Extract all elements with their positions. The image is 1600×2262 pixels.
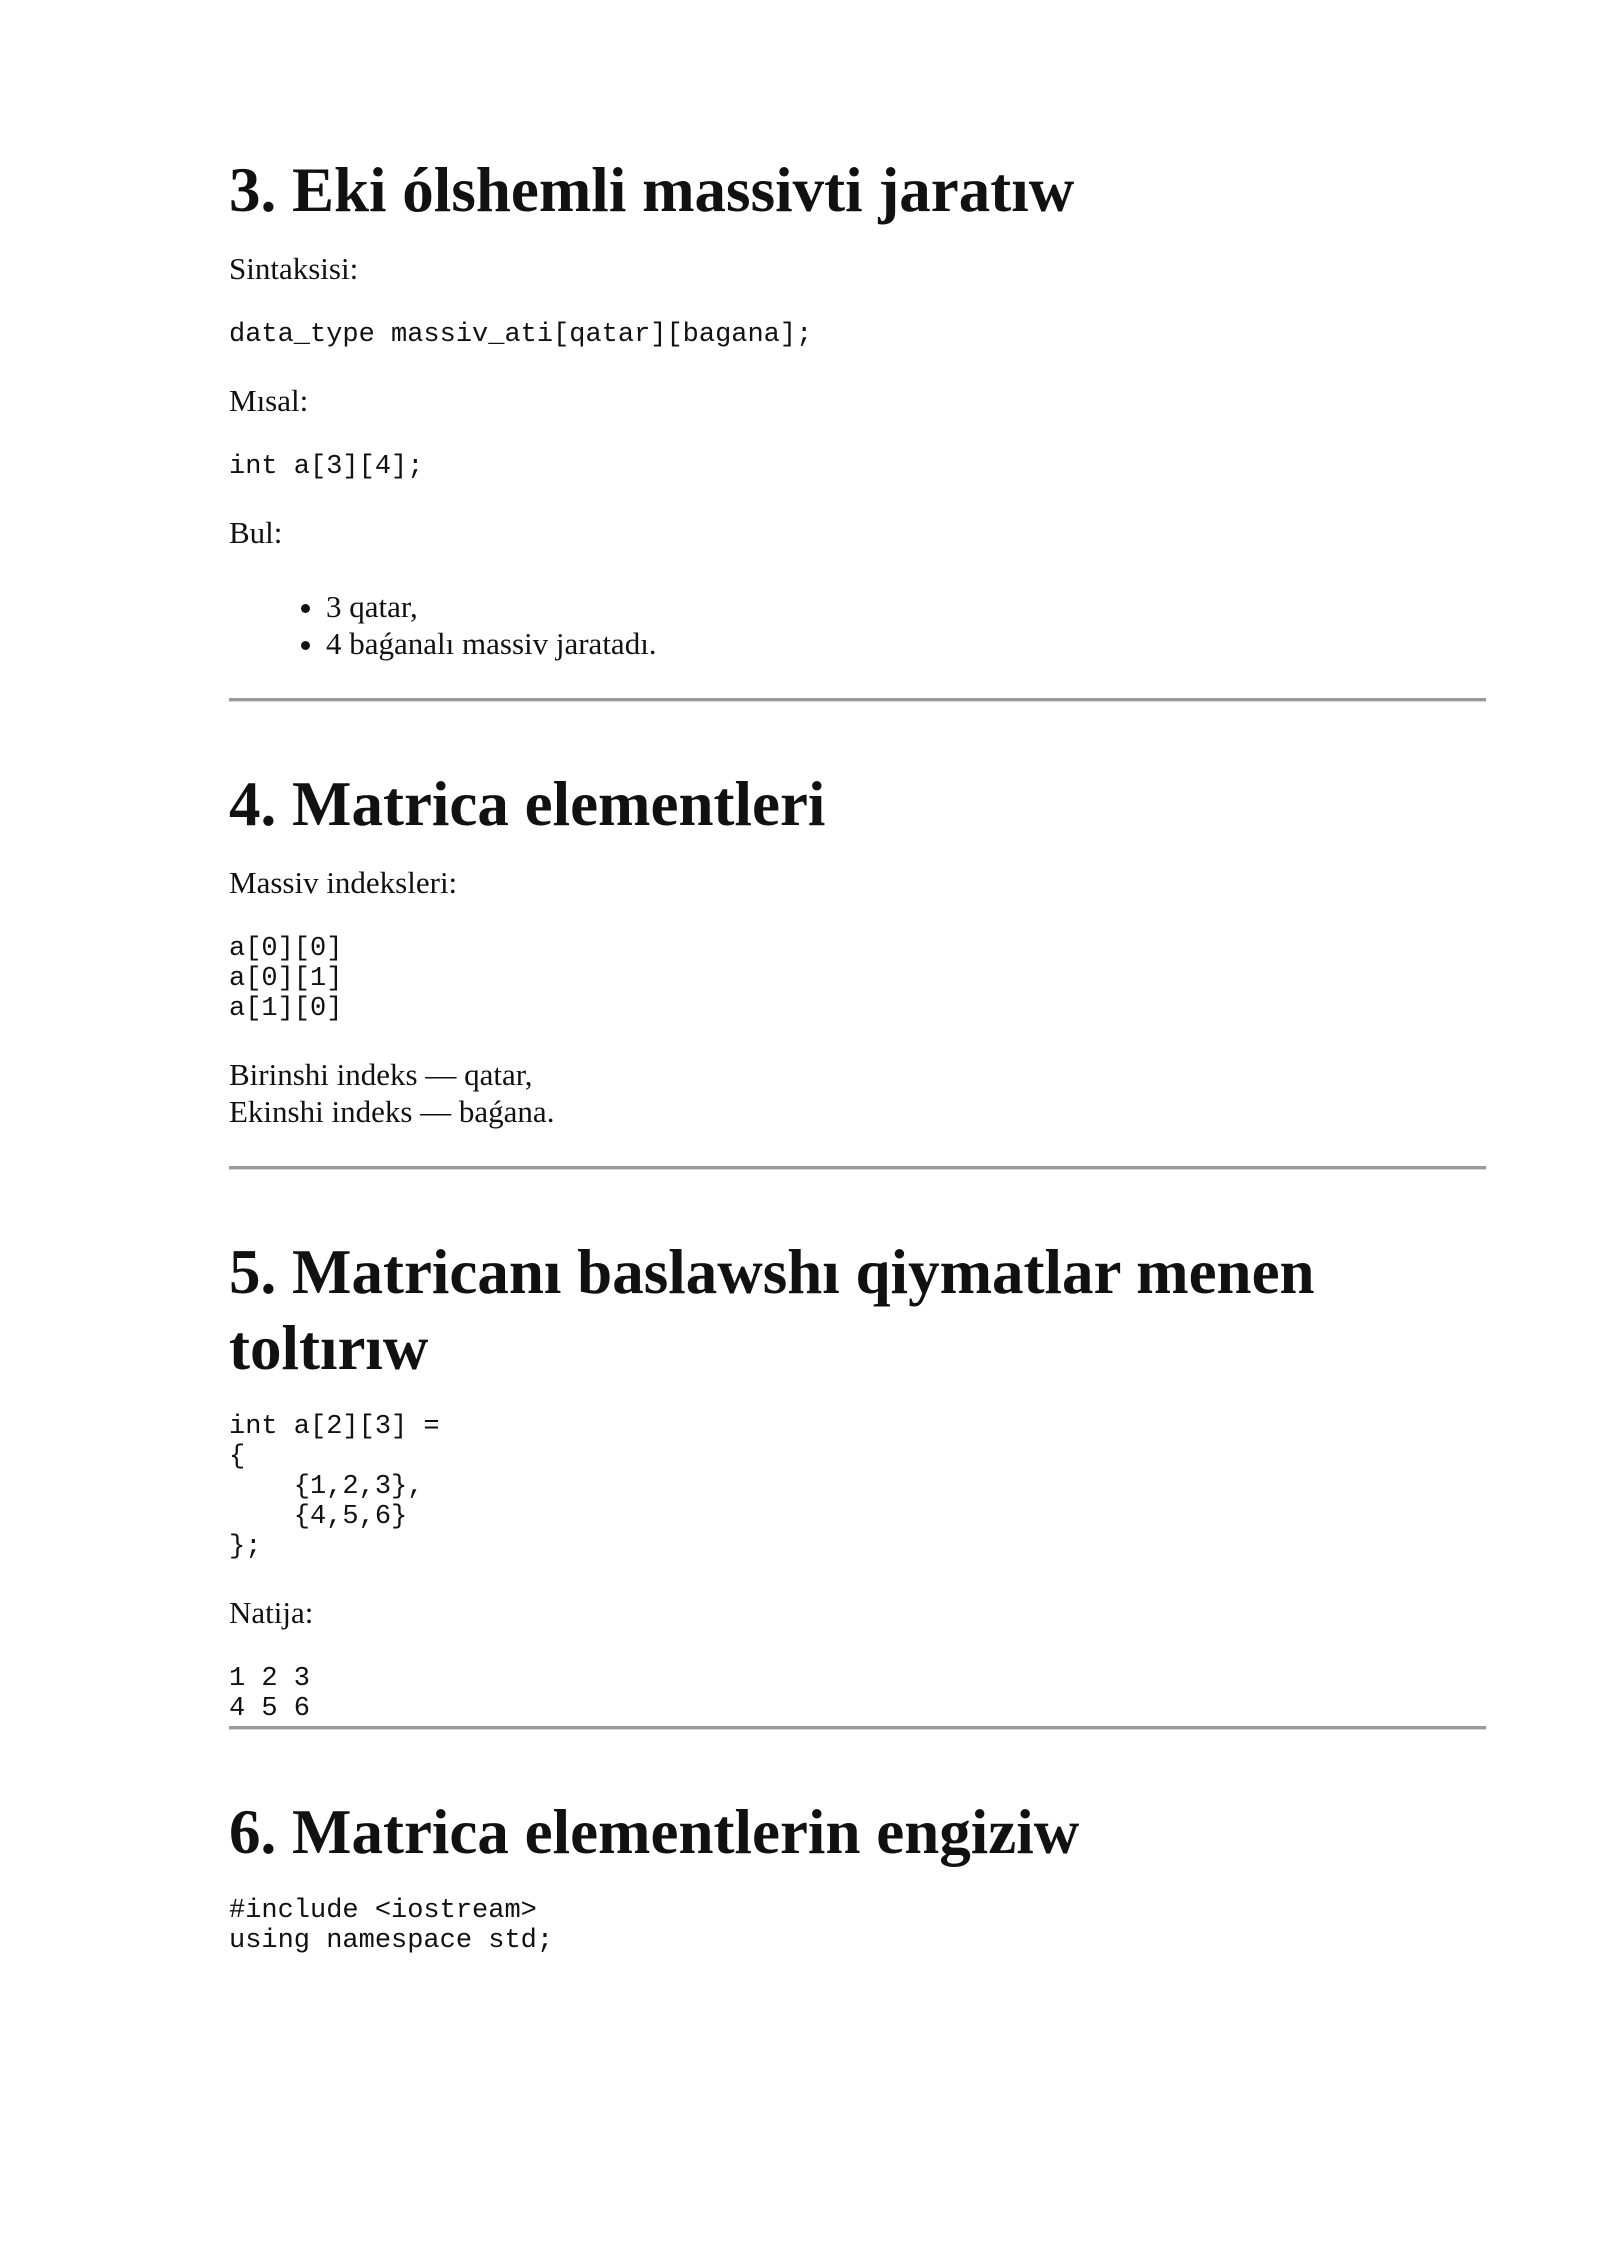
- note-line-2: Ekinshi indeks — baǵana.: [229, 1094, 555, 1129]
- heading-section-5: 5. Matricanı baslawshı qiymatlar menen toltırıw: [229, 1237, 1315, 1383]
- result-code-block: 1 2 3 4 5 6: [229, 1664, 311, 1724]
- heading-section-3: 3. Eki ólshemli massivti jaratıw: [229, 155, 1075, 225]
- heading-section-4: 4. Matrica elementleri: [229, 769, 826, 839]
- syntax-label: Sintaksisi:: [229, 251, 359, 286]
- note-line-1: Birinshi indeks — qatar,: [229, 1057, 533, 1092]
- section-divider: [229, 1166, 1486, 1170]
- bullet-list: [229, 588, 1486, 662]
- example-code-block: int a[3][4];: [229, 452, 424, 482]
- section-divider: [229, 1726, 1486, 1730]
- include-code-block: #include <iostream> using namespace std;: [229, 1896, 554, 1956]
- init-code-block: int a[2][3] = { {1,2,3}, {4,5,6} };: [229, 1412, 440, 1562]
- index-label: Massiv indeksleri:: [229, 865, 458, 900]
- heading-section-6: 6. Matrica elementlerin engiziw: [229, 1797, 1080, 1867]
- list-item: • 4 baǵanalı massiv jaratadı.: [326, 625, 1486, 662]
- section-divider: [229, 698, 1486, 702]
- document-page: [229, 140, 1486, 1956]
- index-code-block: a[0][0] a[0][1] a[1][0]: [229, 934, 343, 1024]
- syntax-code-block: data_type massiv_ati[qatar][bagana];: [229, 320, 813, 350]
- bul-label: Bul:: [229, 515, 283, 550]
- result-label: Natija:: [229, 1595, 314, 1630]
- list-item: • 3 qatar,: [326, 588, 1486, 625]
- example-label: Mısal:: [229, 383, 309, 418]
